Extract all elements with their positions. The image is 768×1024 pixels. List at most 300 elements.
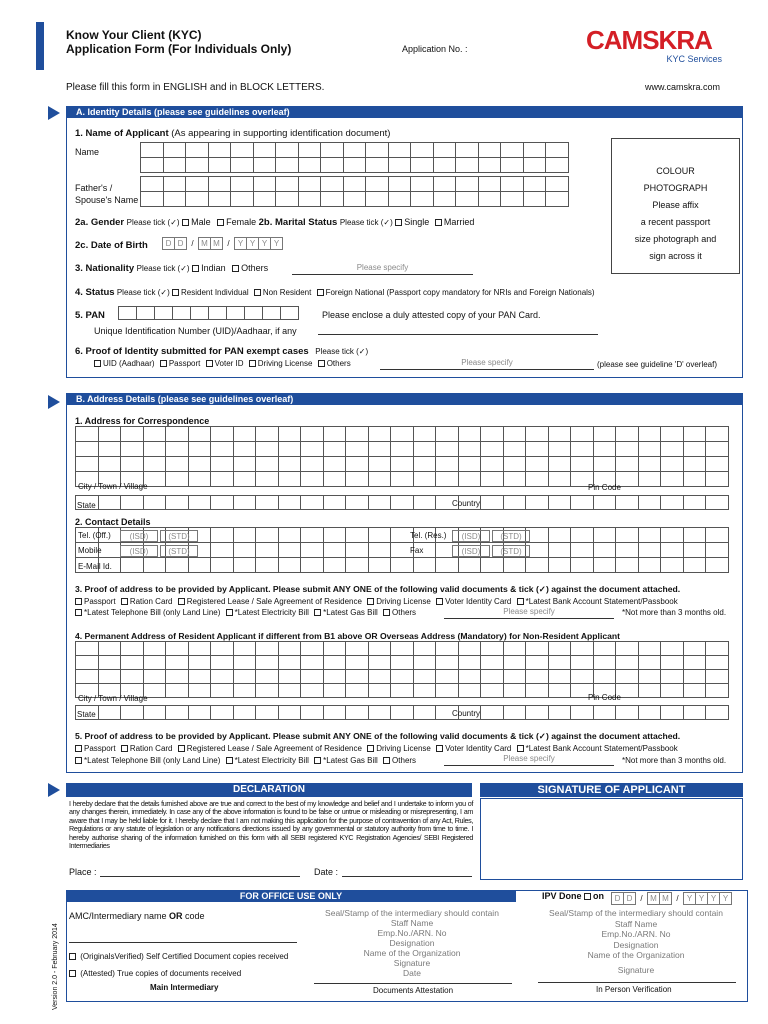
char-cell[interactable] bbox=[683, 558, 706, 573]
char-cell[interactable] bbox=[321, 177, 344, 192]
char-cell[interactable] bbox=[366, 177, 389, 192]
char-cell[interactable] bbox=[706, 642, 729, 656]
char-cell[interactable] bbox=[458, 427, 481, 442]
char-cell[interactable] bbox=[163, 192, 186, 207]
name-grid[interactable] bbox=[140, 142, 569, 173]
char-cell[interactable] bbox=[98, 642, 121, 656]
char-cell[interactable] bbox=[281, 307, 299, 320]
char-cell[interactable] bbox=[233, 706, 256, 720]
char-cell[interactable] bbox=[166, 442, 189, 457]
char-cell[interactable] bbox=[593, 427, 616, 442]
poi-specify-field[interactable] bbox=[380, 357, 594, 370]
char-cell[interactable] bbox=[121, 442, 144, 457]
char-cell[interactable] bbox=[433, 177, 456, 192]
char-cell[interactable] bbox=[323, 472, 346, 487]
char-cell[interactable] bbox=[481, 472, 504, 487]
signature-box[interactable] bbox=[480, 798, 743, 880]
char-cell[interactable] bbox=[301, 543, 324, 558]
char-cell[interactable] bbox=[368, 684, 391, 698]
state-grid[interactable] bbox=[75, 705, 729, 720]
char-cell[interactable] bbox=[706, 472, 729, 487]
char-cell[interactable] bbox=[231, 158, 254, 173]
char-cell[interactable] bbox=[256, 656, 279, 670]
char-cell[interactable] bbox=[413, 558, 436, 573]
char-cell[interactable] bbox=[346, 442, 369, 457]
char-cell[interactable] bbox=[481, 427, 504, 442]
char-cell[interactable] bbox=[526, 427, 549, 442]
char-cell[interactable] bbox=[436, 558, 459, 573]
char-cell[interactable] bbox=[301, 670, 324, 684]
char-cell[interactable] bbox=[256, 442, 279, 457]
char-cell[interactable] bbox=[278, 442, 301, 457]
state-grid[interactable] bbox=[75, 495, 729, 510]
char-cell[interactable] bbox=[256, 457, 279, 472]
char-cell[interactable] bbox=[366, 158, 389, 173]
char-cell[interactable] bbox=[458, 656, 481, 670]
single-checkbox[interactable] bbox=[395, 219, 402, 226]
char-cell[interactable] bbox=[366, 143, 389, 158]
char-cell[interactable] bbox=[458, 472, 481, 487]
char-cell[interactable] bbox=[186, 158, 209, 173]
char-cell[interactable] bbox=[501, 143, 524, 158]
char-cell[interactable] bbox=[456, 177, 479, 192]
char-cell[interactable] bbox=[321, 158, 344, 173]
char-cell[interactable] bbox=[366, 192, 389, 207]
char-cell[interactable] bbox=[616, 528, 639, 543]
passport-checkbox[interactable] bbox=[75, 598, 82, 605]
char-cell[interactable] bbox=[638, 684, 661, 698]
char-cell[interactable] bbox=[478, 192, 501, 207]
char-cell[interactable] bbox=[413, 442, 436, 457]
bank-statement-checkbox[interactable] bbox=[517, 598, 524, 605]
char-cell[interactable] bbox=[141, 192, 164, 207]
char-cell[interactable] bbox=[548, 684, 571, 698]
char-cell[interactable] bbox=[548, 496, 571, 510]
attested-checkbox[interactable] bbox=[69, 970, 76, 977]
char-cell[interactable] bbox=[548, 442, 571, 457]
char-cell[interactable] bbox=[411, 158, 434, 173]
char-cell[interactable] bbox=[413, 684, 436, 698]
char-cell[interactable] bbox=[166, 457, 189, 472]
char-cell[interactable] bbox=[346, 427, 369, 442]
char-cell[interactable] bbox=[661, 642, 684, 656]
char-cell[interactable] bbox=[503, 656, 526, 670]
char-cell[interactable] bbox=[481, 656, 504, 670]
char-cell[interactable] bbox=[301, 442, 324, 457]
char-cell[interactable] bbox=[548, 427, 571, 442]
char-cell[interactable] bbox=[346, 558, 369, 573]
char-cell[interactable] bbox=[121, 706, 144, 720]
char-cell[interactable] bbox=[256, 427, 279, 442]
char-cell[interactable] bbox=[391, 442, 414, 457]
char-cell[interactable] bbox=[683, 472, 706, 487]
char-cell[interactable] bbox=[501, 177, 524, 192]
char-cell[interactable] bbox=[346, 670, 369, 684]
char-cell[interactable] bbox=[141, 143, 164, 158]
date-digit-box[interactable]: D bbox=[624, 893, 636, 905]
nationality-specify-field[interactable] bbox=[292, 262, 473, 275]
char-cell[interactable] bbox=[546, 158, 569, 173]
char-cell[interactable] bbox=[436, 642, 459, 656]
char-cell[interactable] bbox=[209, 307, 227, 320]
voter-id-checkbox[interactable] bbox=[206, 360, 213, 367]
char-cell[interactable] bbox=[278, 472, 301, 487]
char-cell[interactable] bbox=[188, 642, 211, 656]
char-cell[interactable] bbox=[278, 543, 301, 558]
char-cell[interactable] bbox=[346, 706, 369, 720]
char-cell[interactable] bbox=[278, 684, 301, 698]
char-cell[interactable] bbox=[593, 442, 616, 457]
uid-field[interactable] bbox=[318, 322, 598, 335]
char-cell[interactable] bbox=[503, 670, 526, 684]
char-cell[interactable] bbox=[571, 706, 594, 720]
char-cell[interactable] bbox=[188, 684, 211, 698]
date-digit-box[interactable]: Y bbox=[259, 238, 271, 250]
char-cell[interactable] bbox=[233, 472, 256, 487]
char-cell[interactable] bbox=[346, 543, 369, 558]
std-field[interactable]: (STD) bbox=[160, 530, 198, 542]
char-cell[interactable] bbox=[661, 472, 684, 487]
char-cell[interactable] bbox=[343, 192, 366, 207]
char-cell[interactable] bbox=[278, 528, 301, 543]
char-cell[interactable] bbox=[706, 457, 729, 472]
driving-license-checkbox[interactable] bbox=[367, 745, 374, 752]
char-cell[interactable] bbox=[276, 192, 299, 207]
date-digit-box[interactable]: M bbox=[660, 893, 672, 905]
char-cell[interactable] bbox=[571, 670, 594, 684]
char-cell[interactable] bbox=[433, 158, 456, 173]
char-cell[interactable] bbox=[141, 177, 164, 192]
char-cell[interactable] bbox=[227, 307, 245, 320]
char-cell[interactable] bbox=[323, 528, 346, 543]
char-cell[interactable] bbox=[163, 143, 186, 158]
char-cell[interactable] bbox=[143, 496, 166, 510]
char-cell[interactable] bbox=[501, 158, 524, 173]
char-cell[interactable] bbox=[276, 177, 299, 192]
char-cell[interactable] bbox=[121, 642, 144, 656]
char-cell[interactable] bbox=[503, 427, 526, 442]
char-cell[interactable] bbox=[616, 457, 639, 472]
char-cell[interactable] bbox=[208, 192, 231, 207]
char-cell[interactable] bbox=[683, 528, 706, 543]
char-cell[interactable] bbox=[706, 684, 729, 698]
char-cell[interactable] bbox=[208, 177, 231, 192]
char-cell[interactable] bbox=[526, 496, 549, 510]
char-cell[interactable] bbox=[526, 642, 549, 656]
char-cell[interactable] bbox=[548, 558, 571, 573]
char-cell[interactable] bbox=[571, 427, 594, 442]
voter-card-checkbox[interactable] bbox=[436, 745, 443, 752]
char-cell[interactable] bbox=[368, 656, 391, 670]
char-cell[interactable] bbox=[298, 143, 321, 158]
char-cell[interactable] bbox=[163, 158, 186, 173]
char-cell[interactable] bbox=[98, 457, 121, 472]
char-cell[interactable] bbox=[683, 457, 706, 472]
char-cell[interactable] bbox=[188, 558, 211, 573]
date-digit-box[interactable]: D bbox=[175, 238, 187, 250]
char-cell[interactable] bbox=[706, 528, 729, 543]
char-cell[interactable] bbox=[458, 558, 481, 573]
char-cell[interactable] bbox=[706, 427, 729, 442]
char-cell[interactable] bbox=[523, 158, 546, 173]
char-cell[interactable] bbox=[278, 656, 301, 670]
char-cell[interactable] bbox=[166, 656, 189, 670]
char-cell[interactable] bbox=[211, 642, 234, 656]
indian-checkbox[interactable] bbox=[192, 265, 199, 272]
char-cell[interactable] bbox=[548, 642, 571, 656]
char-cell[interactable] bbox=[166, 706, 189, 720]
char-cell[interactable] bbox=[706, 558, 729, 573]
char-cell[interactable] bbox=[661, 558, 684, 573]
char-cell[interactable] bbox=[343, 143, 366, 158]
std-field[interactable]: (STD) bbox=[492, 545, 530, 557]
date-digit-box[interactable]: D bbox=[163, 238, 175, 250]
char-cell[interactable] bbox=[137, 307, 155, 320]
char-cell[interactable] bbox=[166, 642, 189, 656]
char-cell[interactable] bbox=[548, 472, 571, 487]
poa-others-checkbox[interactable] bbox=[383, 609, 390, 616]
char-cell[interactable] bbox=[638, 670, 661, 684]
char-cell[interactable] bbox=[121, 670, 144, 684]
char-cell[interactable] bbox=[616, 670, 639, 684]
char-cell[interactable] bbox=[706, 706, 729, 720]
char-cell[interactable] bbox=[571, 543, 594, 558]
char-cell[interactable] bbox=[661, 496, 684, 510]
date-digit-box[interactable]: Y bbox=[684, 893, 696, 905]
char-cell[interactable] bbox=[661, 427, 684, 442]
char-cell[interactable] bbox=[323, 706, 346, 720]
char-cell[interactable] bbox=[346, 528, 369, 543]
char-cell[interactable] bbox=[388, 192, 411, 207]
char-cell[interactable] bbox=[211, 457, 234, 472]
char-cell[interactable] bbox=[436, 427, 459, 442]
others-checkbox[interactable] bbox=[232, 265, 239, 272]
char-cell[interactable] bbox=[571, 528, 594, 543]
char-cell[interactable] bbox=[98, 427, 121, 442]
char-cell[interactable] bbox=[323, 457, 346, 472]
char-cell[interactable] bbox=[661, 706, 684, 720]
char-cell[interactable] bbox=[683, 442, 706, 457]
char-cell[interactable] bbox=[501, 192, 524, 207]
char-cell[interactable] bbox=[683, 642, 706, 656]
gas-bill-checkbox[interactable] bbox=[314, 757, 321, 764]
char-cell[interactable] bbox=[571, 642, 594, 656]
voter-card-checkbox[interactable] bbox=[436, 598, 443, 605]
char-cell[interactable] bbox=[233, 496, 256, 510]
char-cell[interactable] bbox=[256, 528, 279, 543]
char-cell[interactable] bbox=[323, 684, 346, 698]
char-cell[interactable] bbox=[343, 158, 366, 173]
char-cell[interactable] bbox=[458, 442, 481, 457]
char-cell[interactable] bbox=[616, 427, 639, 442]
char-cell[interactable] bbox=[523, 143, 546, 158]
char-cell[interactable] bbox=[503, 472, 526, 487]
char-cell[interactable] bbox=[211, 656, 234, 670]
char-cell[interactable] bbox=[683, 543, 706, 558]
char-cell[interactable] bbox=[121, 558, 144, 573]
char-cell[interactable] bbox=[231, 192, 254, 207]
char-cell[interactable] bbox=[546, 143, 569, 158]
char-cell[interactable] bbox=[593, 706, 616, 720]
char-cell[interactable] bbox=[211, 670, 234, 684]
char-cell[interactable] bbox=[571, 442, 594, 457]
char-cell[interactable] bbox=[323, 442, 346, 457]
char-cell[interactable] bbox=[388, 143, 411, 158]
char-cell[interactable] bbox=[436, 442, 459, 457]
ipv-done-checkbox[interactable] bbox=[584, 893, 591, 900]
char-cell[interactable] bbox=[298, 158, 321, 173]
char-cell[interactable] bbox=[143, 558, 166, 573]
passport-checkbox[interactable] bbox=[160, 360, 167, 367]
isd-field[interactable]: (ISD) bbox=[452, 530, 490, 542]
foreign-national-checkbox[interactable] bbox=[317, 289, 324, 296]
char-cell[interactable] bbox=[278, 558, 301, 573]
char-cell[interactable] bbox=[391, 496, 414, 510]
ipv-date-boxes[interactable] bbox=[611, 892, 732, 905]
char-cell[interactable] bbox=[526, 457, 549, 472]
char-cell[interactable] bbox=[548, 706, 571, 720]
char-cell[interactable] bbox=[661, 528, 684, 543]
date-digit-box[interactable]: Y bbox=[708, 893, 720, 905]
char-cell[interactable] bbox=[188, 442, 211, 457]
char-cell[interactable] bbox=[301, 528, 324, 543]
char-cell[interactable] bbox=[548, 656, 571, 670]
char-cell[interactable] bbox=[433, 143, 456, 158]
char-cell[interactable] bbox=[278, 706, 301, 720]
char-cell[interactable] bbox=[121, 457, 144, 472]
char-cell[interactable] bbox=[98, 496, 121, 510]
date-digit-box[interactable]: M bbox=[199, 238, 211, 250]
char-cell[interactable] bbox=[166, 427, 189, 442]
char-cell[interactable] bbox=[638, 656, 661, 670]
char-cell[interactable] bbox=[388, 177, 411, 192]
char-cell[interactable] bbox=[638, 558, 661, 573]
char-cell[interactable] bbox=[661, 684, 684, 698]
char-cell[interactable] bbox=[323, 543, 346, 558]
char-cell[interactable] bbox=[548, 457, 571, 472]
char-cell[interactable] bbox=[593, 656, 616, 670]
isd-field[interactable]: (ISD) bbox=[120, 530, 158, 542]
char-cell[interactable] bbox=[233, 442, 256, 457]
char-cell[interactable] bbox=[301, 684, 324, 698]
char-cell[interactable] bbox=[188, 670, 211, 684]
char-cell[interactable] bbox=[523, 177, 546, 192]
char-cell[interactable] bbox=[526, 670, 549, 684]
lease-checkbox[interactable] bbox=[178, 745, 185, 752]
char-cell[interactable] bbox=[638, 472, 661, 487]
char-cell[interactable] bbox=[301, 496, 324, 510]
char-cell[interactable] bbox=[593, 457, 616, 472]
char-cell[interactable] bbox=[456, 143, 479, 158]
char-cell[interactable] bbox=[233, 457, 256, 472]
char-cell[interactable] bbox=[278, 670, 301, 684]
char-cell[interactable] bbox=[481, 442, 504, 457]
poi-others-checkbox[interactable] bbox=[318, 360, 325, 367]
char-cell[interactable] bbox=[188, 427, 211, 442]
char-cell[interactable] bbox=[301, 706, 324, 720]
char-cell[interactable] bbox=[301, 656, 324, 670]
amc-field[interactable] bbox=[69, 930, 297, 943]
char-cell[interactable] bbox=[301, 457, 324, 472]
char-cell[interactable] bbox=[76, 442, 99, 457]
poa-others-checkbox[interactable] bbox=[383, 757, 390, 764]
char-cell[interactable] bbox=[638, 496, 661, 510]
char-cell[interactable] bbox=[391, 472, 414, 487]
char-cell[interactable] bbox=[278, 427, 301, 442]
char-cell[interactable] bbox=[478, 143, 501, 158]
char-cell[interactable] bbox=[526, 558, 549, 573]
char-cell[interactable] bbox=[368, 670, 391, 684]
std-field[interactable]: (STD) bbox=[160, 545, 198, 557]
char-cell[interactable] bbox=[368, 442, 391, 457]
char-cell[interactable] bbox=[346, 496, 369, 510]
telephone-bill-checkbox[interactable] bbox=[75, 609, 82, 616]
char-cell[interactable] bbox=[706, 543, 729, 558]
char-cell[interactable] bbox=[163, 177, 186, 192]
char-cell[interactable] bbox=[276, 158, 299, 173]
char-cell[interactable] bbox=[638, 543, 661, 558]
char-cell[interactable] bbox=[119, 307, 137, 320]
char-cell[interactable] bbox=[571, 457, 594, 472]
char-cell[interactable] bbox=[413, 457, 436, 472]
passport-checkbox[interactable] bbox=[75, 745, 82, 752]
char-cell[interactable] bbox=[188, 496, 211, 510]
char-cell[interactable] bbox=[256, 684, 279, 698]
char-cell[interactable] bbox=[121, 427, 144, 442]
char-cell[interactable] bbox=[346, 656, 369, 670]
lease-checkbox[interactable] bbox=[178, 598, 185, 605]
char-cell[interactable] bbox=[98, 442, 121, 457]
char-cell[interactable] bbox=[391, 558, 414, 573]
char-cell[interactable] bbox=[76, 656, 99, 670]
char-cell[interactable] bbox=[253, 143, 276, 158]
char-cell[interactable] bbox=[186, 143, 209, 158]
char-cell[interactable] bbox=[683, 656, 706, 670]
char-cell[interactable] bbox=[638, 528, 661, 543]
char-cell[interactable] bbox=[98, 656, 121, 670]
char-cell[interactable] bbox=[548, 528, 571, 543]
char-cell[interactable] bbox=[233, 684, 256, 698]
date-digit-box[interactable]: M bbox=[648, 893, 660, 905]
char-cell[interactable] bbox=[661, 442, 684, 457]
date-digit-box[interactable]: D bbox=[612, 893, 624, 905]
char-cell[interactable] bbox=[411, 192, 434, 207]
isd-field[interactable]: (ISD) bbox=[452, 545, 490, 557]
char-cell[interactable] bbox=[346, 642, 369, 656]
isd-field[interactable]: (ISD) bbox=[120, 545, 158, 557]
char-cell[interactable] bbox=[346, 684, 369, 698]
char-cell[interactable] bbox=[413, 706, 436, 720]
char-cell[interactable] bbox=[436, 472, 459, 487]
char-cell[interactable] bbox=[503, 706, 526, 720]
char-cell[interactable] bbox=[481, 496, 504, 510]
char-cell[interactable] bbox=[173, 307, 191, 320]
char-cell[interactable] bbox=[391, 684, 414, 698]
char-cell[interactable] bbox=[278, 496, 301, 510]
char-cell[interactable] bbox=[143, 457, 166, 472]
char-cell[interactable] bbox=[436, 684, 459, 698]
char-cell[interactable] bbox=[638, 642, 661, 656]
char-cell[interactable] bbox=[276, 143, 299, 158]
char-cell[interactable] bbox=[368, 706, 391, 720]
resident-checkbox[interactable] bbox=[172, 289, 179, 296]
char-cell[interactable] bbox=[391, 427, 414, 442]
char-cell[interactable] bbox=[571, 558, 594, 573]
char-cell[interactable] bbox=[211, 706, 234, 720]
char-cell[interactable] bbox=[321, 143, 344, 158]
char-cell[interactable] bbox=[616, 496, 639, 510]
char-cell[interactable] bbox=[391, 642, 414, 656]
